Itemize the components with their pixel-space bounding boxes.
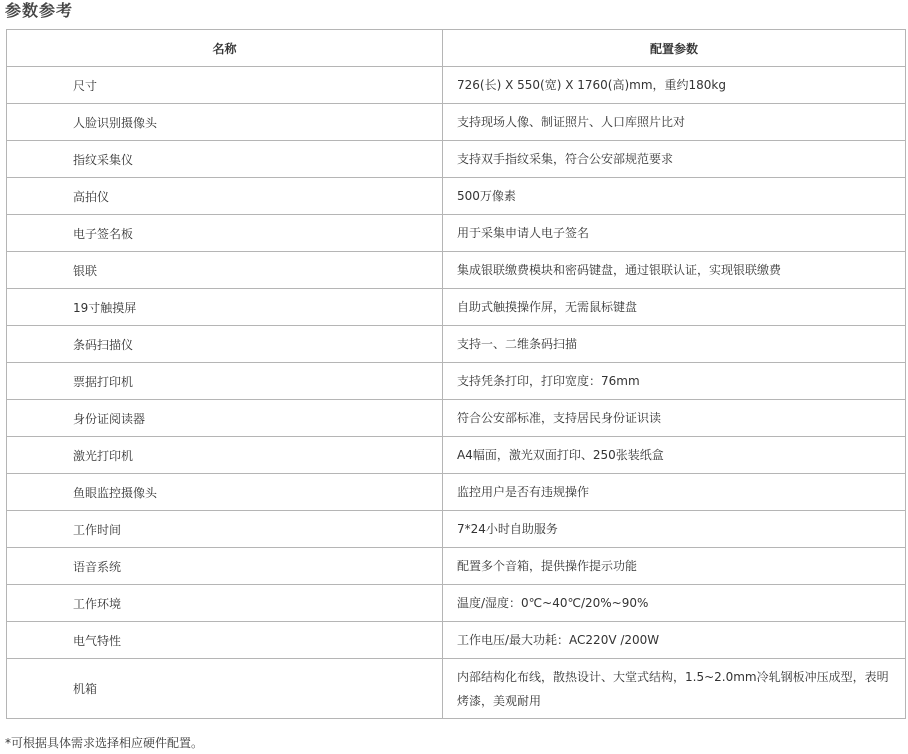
spec-table — [6, 29, 906, 719]
spec-value-cell: 配置多个音箱，提供操作提示功能 — [443, 548, 906, 585]
spec-value-cell: 工作电压/最大功耗：AC220V /200W — [443, 622, 906, 659]
table-row — [7, 289, 906, 326]
table-row — [7, 659, 906, 719]
spec-name-cell: 电气特性 — [7, 622, 443, 659]
table-row — [7, 141, 906, 178]
spec-value-cell: 726(长) X 550(宽) X 1760(高)mm，重约180kg — [443, 67, 906, 104]
table-row — [7, 252, 906, 289]
spec-value-cell: 内部结构化布线，散热设计、大堂式结构，1.5~2.0mm冷轧钢板冲压成型，表明烤漆，美观耐用 — [443, 659, 906, 719]
spec-name-cell: 工作时间 — [7, 511, 443, 548]
spec-value-cell: 集成银联缴费模块和密码键盘，通过银联认证，实现银联缴费 — [443, 252, 906, 289]
table-row — [7, 548, 906, 585]
table-row — [7, 474, 906, 511]
spec-name-cell: 工作环境 — [7, 585, 443, 622]
spec-value-cell: 用于采集申请人电子签名 — [443, 215, 906, 252]
spec-name-cell: 语音系统 — [7, 548, 443, 585]
table-row — [7, 400, 906, 437]
table-row — [7, 104, 906, 141]
table-row — [7, 363, 906, 400]
spec-name-cell: 条码扫描仪 — [7, 326, 443, 363]
spec-value-cell: 支持凭条打印，打印宽度：76mm — [443, 363, 906, 400]
column-header-config: 配置参数 — [443, 30, 906, 67]
spec-name-cell: 激光打印机 — [7, 437, 443, 474]
column-header-name: 名称 — [7, 30, 443, 67]
spec-name-cell: 鱼眼监控摄像头 — [7, 474, 443, 511]
spec-name-cell: 身份证阅读器 — [7, 400, 443, 437]
spec-name-cell: 尺寸 — [7, 67, 443, 104]
table-row — [7, 585, 906, 622]
table-row — [7, 326, 906, 363]
spec-name-cell: 银联 — [7, 252, 443, 289]
spec-value-cell: 支持一、二维条码扫描 — [443, 326, 906, 363]
spec-name-cell: 机箱 — [7, 659, 443, 719]
spec-name-cell: 指纹采集仪 — [7, 141, 443, 178]
table-row — [7, 437, 906, 474]
spec-name-cell: 高拍仪 — [7, 178, 443, 215]
table-row — [7, 511, 906, 548]
spec-value-cell: 温度/湿度：0℃~40℃/20%~90% — [443, 585, 906, 622]
spec-value-cell: 500万像素 — [443, 178, 906, 215]
table-row — [7, 67, 906, 104]
footnote: *可根据具体需求选择相应硬件配置。 — [5, 736, 204, 750]
spec-value-cell: 自助式触摸操作屏，无需鼠标键盘 — [443, 289, 906, 326]
spec-value-cell: 符合公安部标准，支持居民身份证识读 — [443, 400, 906, 437]
spec-value-cell: 7*24小时自助服务 — [443, 511, 906, 548]
spec-name-cell: 电子签名板 — [7, 215, 443, 252]
spec-name-cell: 票据打印机 — [7, 363, 443, 400]
table-row — [7, 622, 906, 659]
spec-value-cell: 监控用户是否有违规操作 — [443, 474, 906, 511]
page-title: 参数参考 — [5, 1, 74, 20]
table-row — [7, 178, 906, 215]
spec-name-cell: 19寸触摸屏 — [7, 289, 443, 326]
table-header-row — [7, 30, 906, 67]
spec-value-cell: 支持双手指纹采集，符合公安部规范要求 — [443, 141, 906, 178]
spec-value-cell: A4幅面，激光双面打印、250张装纸盒 — [443, 437, 906, 474]
table-row — [7, 215, 906, 252]
spec-name-cell: 人脸识别摄像头 — [7, 104, 443, 141]
spec-value-cell: 支持现场人像、制证照片、人口库照片比对 — [443, 104, 906, 141]
